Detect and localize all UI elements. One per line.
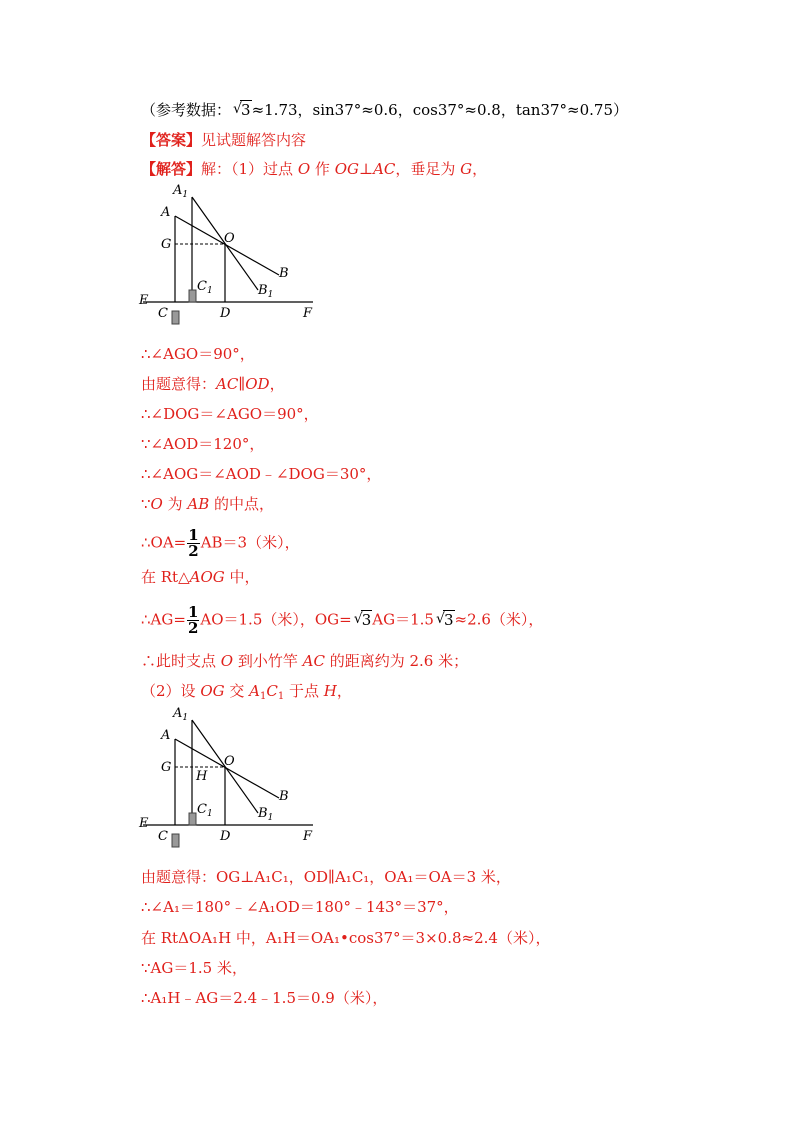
label-f: F <box>303 829 313 844</box>
step-midpoint: ∵O 为 AB 的中点， <box>141 495 275 513</box>
label-a: A <box>161 728 171 743</box>
label-a: A <box>161 205 171 220</box>
step-angle-ago: ∴∠AGO＝90°， <box>141 345 255 363</box>
label-c: C <box>158 306 168 321</box>
step-ag-og: ∴AG= $\frac{1}{2}$ AO＝1.5（米），OG= √ 3AG＝1.5 √ 3≈2.6（米）， <box>141 603 544 637</box>
label-h: H <box>196 769 208 784</box>
label-g: G <box>161 237 172 252</box>
sqrt-three: √ 3 <box>233 101 251 119</box>
step2-ag: ∵AG＝1.5 米， <box>141 959 247 977</box>
step-oa-length: ∴OA= $\frac{1}{2}$ AB＝3（米）， <box>141 526 300 560</box>
reference-values: ≈1.73，sin37°≈0.6，cos37°≈0.8，tan37°≈0.75） <box>251 101 629 119</box>
label-a1: $A_1$ <box>173 183 189 200</box>
label-o: O <box>224 754 235 769</box>
step-triangle-aog: 在 Rt△AOG 中， <box>141 568 260 586</box>
label-c1: $C_1$ <box>197 802 213 819</box>
weight-c1 <box>189 290 196 302</box>
label-g: G <box>161 760 172 775</box>
label-e: E <box>139 816 149 831</box>
geometry-figure-1 <box>133 180 333 330</box>
label-o: O <box>224 231 235 246</box>
step-angle-aog: ∴∠AOG＝∠AOD﹣∠DOG＝30°， <box>141 465 382 483</box>
step2-difference: ∴A₁H﹣AG＝2.4﹣1.5＝0.9（米）， <box>141 989 388 1007</box>
step-angle-aod: ∵∠AOD＝120°， <box>141 435 265 453</box>
label-d: D <box>220 829 231 844</box>
label-b: B <box>279 266 289 281</box>
answer-label: 【答案】 <box>141 131 202 149</box>
part2-line: （2）设 OG 交 $A_1C_1$ 于点 H， <box>141 682 352 702</box>
solution-label: 【解答】 <box>141 160 202 178</box>
answer-text: 见试题解答内容 <box>201 131 307 149</box>
weight-c1 <box>189 813 196 825</box>
reference-prefix: （参考数据： <box>141 101 232 119</box>
reference-data-line <box>141 100 628 120</box>
label-c: C <box>158 829 168 844</box>
step2-given: 由题意得：OG⊥A₁C₁，OD∥A₁C₁，OA₁＝OA＝3 米， <box>141 868 511 886</box>
geometry-figure-2 <box>133 703 333 853</box>
weight-c <box>172 311 179 324</box>
label-b1: $B_1$ <box>258 283 274 300</box>
label-a1: $A_1$ <box>173 706 189 723</box>
label-e: E <box>139 293 149 308</box>
step-angle-dog: ∴∠DOG＝∠AGO＝90°， <box>141 405 319 423</box>
fraction-half-2: $\frac{1}{2}$ <box>187 603 199 637</box>
label-f: F <box>303 306 313 321</box>
weight-c <box>172 834 179 847</box>
answer-line <box>141 130 306 150</box>
label-c1: $C_1$ <box>197 279 213 296</box>
label-b1: $B_1$ <box>258 806 274 823</box>
step2-angle-a1: ∴∠A₁＝180°﹣∠A₁OD＝180°﹣143°＝37°， <box>141 898 459 916</box>
step-conclusion-1: ∴此时支点 O 到小竹竿 AC 的距离约为 2.6 米； <box>141 652 469 670</box>
step2-a1h: 在 RtΔOA₁H 中，A₁H＝OA₁•cos37°＝3×0.8≈2.4（米）， <box>141 929 551 947</box>
fraction-half: $\frac{1}{2}$ <box>188 526 199 560</box>
label-b: B <box>279 789 289 804</box>
solution-line: 【解答】解：（1）过点 O 作 OG⊥AC，垂足为 G， <box>141 160 488 178</box>
step-given-parallel: 由题意得：AC∥OD， <box>141 375 285 393</box>
label-d: D <box>220 306 231 321</box>
